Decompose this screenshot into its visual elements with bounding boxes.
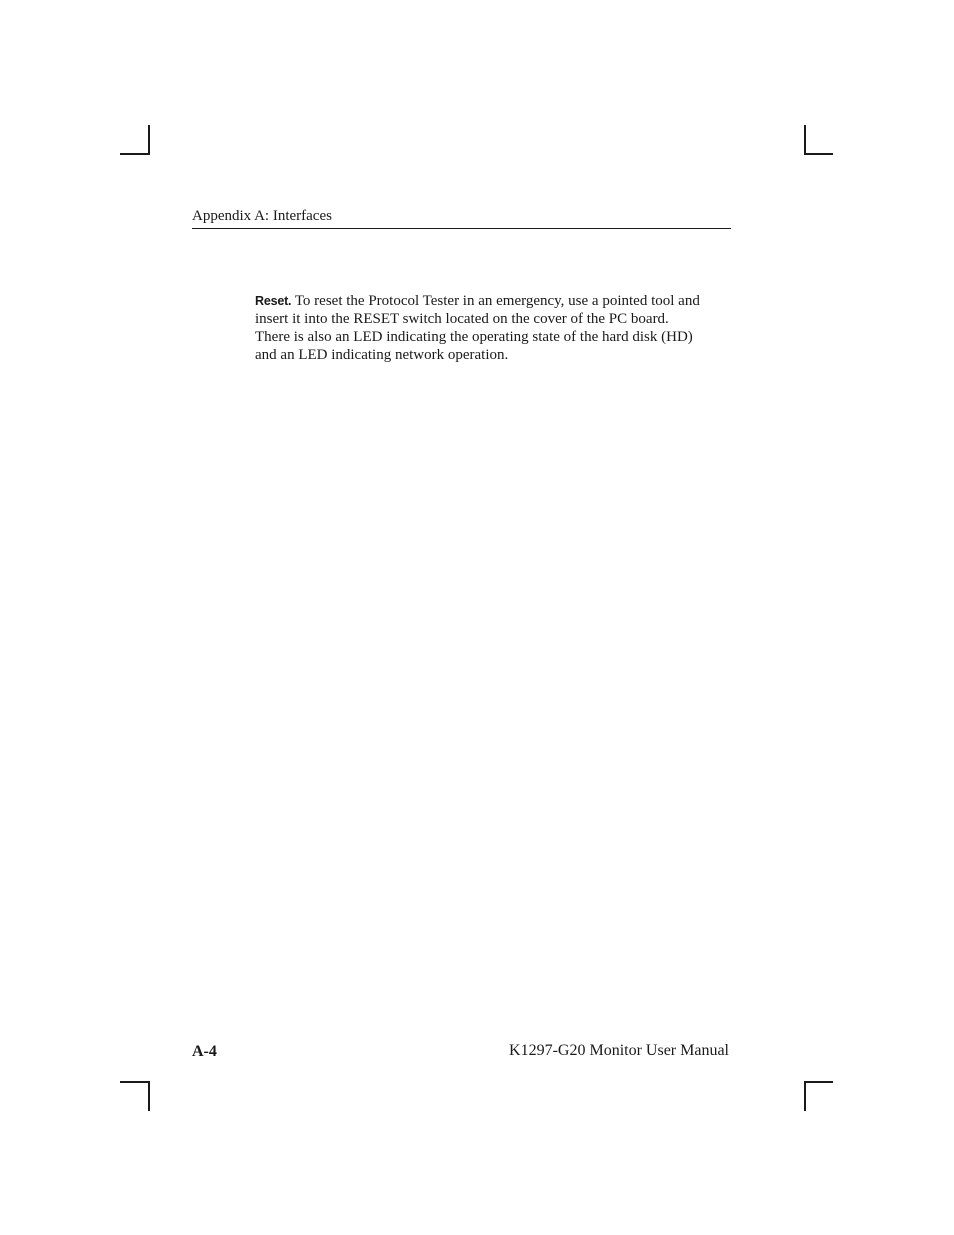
paragraph-line-4: and an LED indicating network operation. [255,347,509,363]
page-number: A-4 [192,1043,217,1060]
footer-manual-title: K1297-G20 Monitor User Manual [509,1042,729,1059]
paragraph-line-3: There is also an LED indicating the operating state of the hard disk (HD) [255,329,693,345]
crop-mark-top-right-horizontal [804,153,833,155]
crop-mark-bottom-left-vertical [148,1081,150,1111]
crop-mark-bottom-right-vertical [804,1081,806,1111]
running-header [192,207,731,229]
crop-mark-top-left-vertical [148,125,150,154]
paragraph-line-2: insert it into the RESET switch located on the cover of the PC board. [255,311,669,327]
crop-mark-top-left-horizontal [120,153,150,155]
run-in-heading: Reset. [255,294,292,308]
crop-mark-top-right-vertical [804,125,806,154]
crop-mark-bottom-left-horizontal [120,1081,150,1083]
running-header-title: Appendix A: Interfaces [192,208,332,224]
crop-mark-bottom-right-horizontal [804,1081,833,1083]
paragraph-line-1: To reset the Protocol Tester in an emergency, use a pointed tool and [294,293,700,309]
reset-paragraph [255,292,731,364]
